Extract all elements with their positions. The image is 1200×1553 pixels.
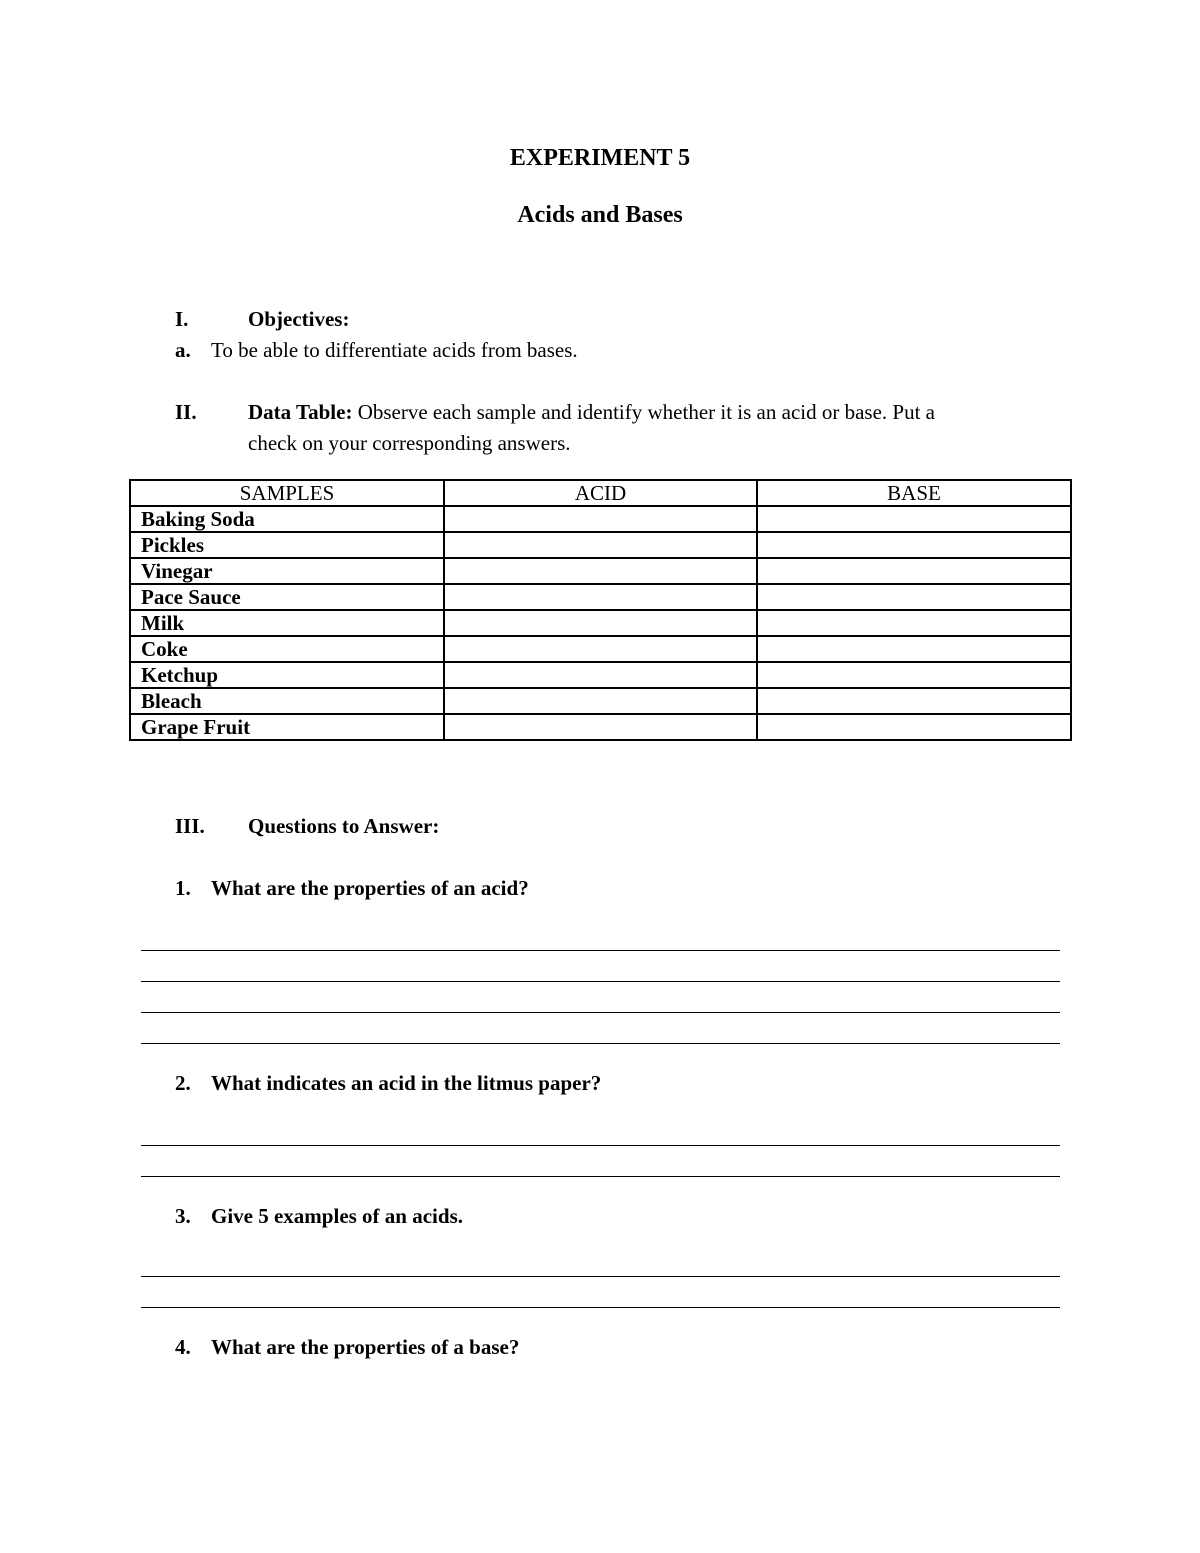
acid-check-cell[interactable] — [444, 610, 757, 636]
section-number-questions: III. — [175, 814, 205, 838]
table-row — [130, 532, 1071, 558]
acid-check-cell[interactable] — [444, 688, 757, 714]
acid-check-cell[interactable] — [444, 662, 757, 688]
objectives-heading: Objectives: — [248, 307, 350, 331]
answer-line[interactable] — [141, 1276, 1060, 1277]
table-row — [130, 636, 1071, 662]
column-header-acid: ACID — [444, 480, 757, 506]
sample-name-cell: Pickles — [130, 532, 444, 558]
objective-letter: a. — [175, 338, 191, 362]
acid-check-cell[interactable] — [444, 506, 757, 532]
data-table-instruction — [248, 400, 935, 425]
answer-line[interactable] — [141, 1145, 1060, 1146]
table-row — [130, 558, 1071, 584]
table-row — [130, 714, 1071, 740]
acid-check-cell[interactable] — [444, 584, 757, 610]
acid-check-cell[interactable] — [444, 636, 757, 662]
answer-line[interactable] — [141, 1012, 1060, 1013]
sample-name-cell: Grape Fruit — [130, 714, 444, 740]
question-3-number: 3. — [175, 1204, 191, 1228]
section-number-objectives: I. — [175, 307, 189, 331]
table-row — [130, 584, 1071, 610]
question-2-text: What indicates an acid in the litmus paper? — [211, 1071, 602, 1095]
base-check-cell[interactable] — [757, 558, 1071, 584]
sample-name-cell: Milk — [130, 610, 444, 636]
question-3-text: Give 5 examples of an acids. — [211, 1204, 463, 1228]
table-row — [130, 610, 1071, 636]
answer-line[interactable] — [141, 981, 1060, 982]
base-check-cell[interactable] — [757, 506, 1071, 532]
base-check-cell[interactable] — [757, 584, 1071, 610]
objective-text: To be able to differentiate acids from bases. — [211, 338, 578, 362]
base-check-cell[interactable] — [757, 688, 1071, 714]
page-title: EXPERIMENT 5 — [509, 145, 691, 171]
questions-heading: Questions to Answer: — [248, 814, 440, 838]
sample-name-cell: Baking Soda — [130, 506, 444, 532]
table-row — [130, 662, 1071, 688]
question-2-number: 2. — [175, 1071, 191, 1095]
acid-check-cell[interactable] — [444, 714, 757, 740]
base-check-cell[interactable] — [757, 662, 1071, 688]
column-header-base: BASE — [757, 480, 1071, 506]
instruction-line-1: Observe each sample and identify whether it is an acid or base. Put a — [357, 400, 935, 424]
samples-table — [129, 479, 1072, 741]
answer-line[interactable] — [141, 950, 1060, 951]
acid-check-cell[interactable] — [444, 558, 757, 584]
sample-name-cell: Ketchup — [130, 662, 444, 688]
answer-line[interactable] — [141, 1043, 1060, 1044]
question-4-text: What are the properties of a base? — [211, 1335, 520, 1359]
base-check-cell[interactable] — [757, 714, 1071, 740]
answer-line[interactable] — [141, 1307, 1060, 1308]
table-row — [130, 688, 1071, 714]
sample-name-cell: Vinegar — [130, 558, 444, 584]
table-row — [130, 506, 1071, 532]
sample-name-cell: Pace Sauce — [130, 584, 444, 610]
instruction-line-2: check on your corresponding answers. — [248, 431, 571, 455]
table-header-row — [130, 480, 1071, 506]
question-4-number: 4. — [175, 1335, 191, 1359]
sample-name-cell: Bleach — [130, 688, 444, 714]
page-subtitle: Acids and Bases — [517, 202, 683, 228]
table-body — [130, 506, 1071, 740]
data-table-heading: Data Table: — [248, 400, 353, 424]
base-check-cell[interactable] — [757, 532, 1071, 558]
answer-line[interactable] — [141, 1176, 1060, 1177]
column-header-samples: SAMPLES — [130, 480, 444, 506]
base-check-cell[interactable] — [757, 610, 1071, 636]
question-1-number: 1. — [175, 876, 191, 900]
acid-check-cell[interactable] — [444, 532, 757, 558]
section-number-data-table: II. — [175, 400, 197, 424]
sample-name-cell: Coke — [130, 636, 444, 662]
question-1-text: What are the properties of an acid? — [211, 876, 529, 900]
base-check-cell[interactable] — [757, 636, 1071, 662]
